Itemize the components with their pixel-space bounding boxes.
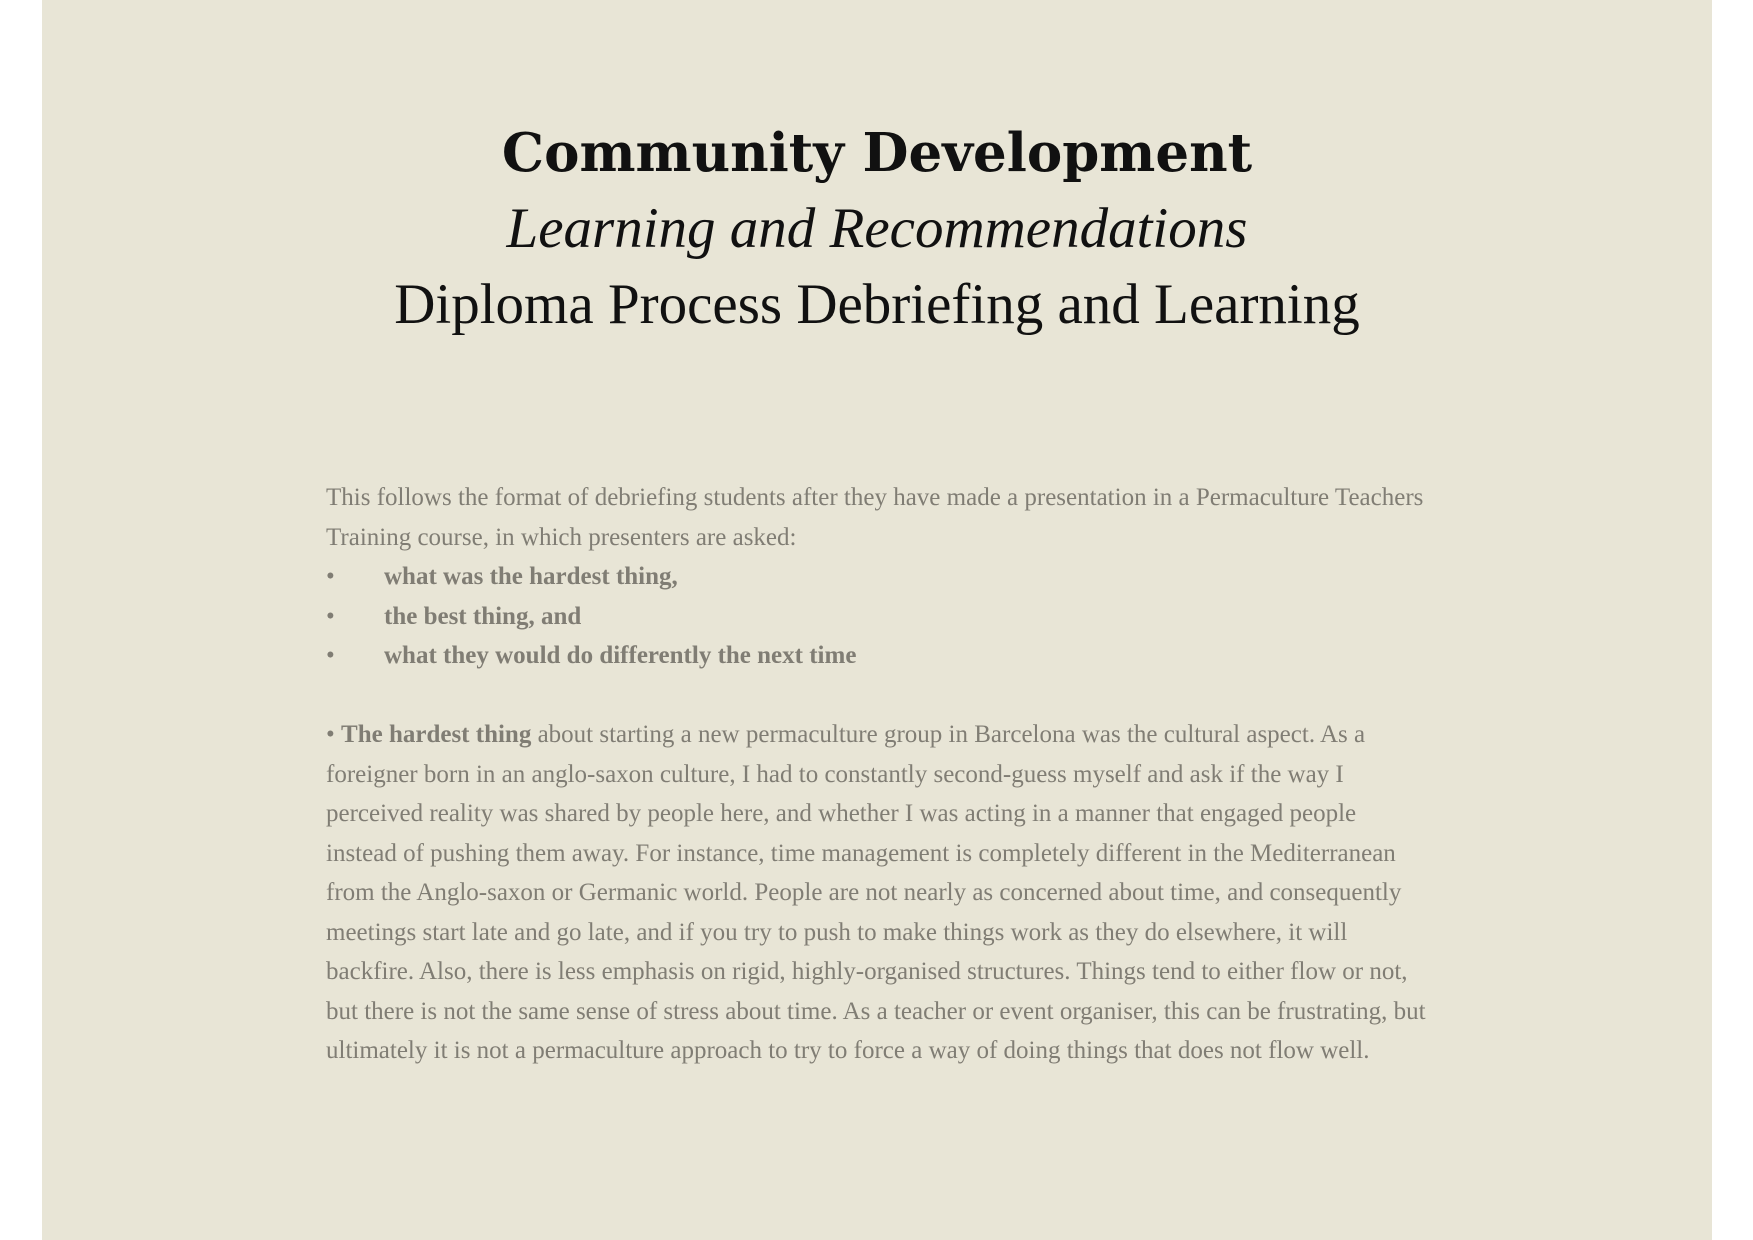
question-text: the best thing, and [384,602,582,630]
bullet-icon: • [326,642,335,669]
title-block [42,115,1712,343]
page-subtitle: Learning and Recommendations [506,197,1248,260]
question-text: what was the hardest thing, [384,563,678,590]
document-body [326,478,1426,1071]
list-item [326,636,1426,676]
hardest-thing-paragraph [326,715,1426,1071]
paragraph-bullet: • [326,721,342,748]
paragraph-text: about starting a new permaculture group in Barcelona was the cultural aspect. As a foreigner born in an anglo-saxon culture, I had to constantly second-guess myself and ask if the way I perceived reality was shared by people here, and whether I was acting in a manner that engaged people instead of pushing them away. For instance, time management is completely different in the Mediterranean from the Anglo-saxon or Germanic world. People are not nearly as concerned about time, and consequently meetings start late and go late, and if you try to push to make things work as they do elsewhere, it will backfire. Also, there is less emphasis on rigid, highly-organised structures. Things tend to either flow or not, but there is not the same sense of stress about time. As a teacher or event organiser, this can be frustrating, but ultimately it is not a permaculture approach to try to force a way of doing things that does not flow well. [326,721,1426,1064]
document-page [42,0,1712,1240]
bullet-icon: • [326,602,335,630]
question-text: what they would do differently the next time [384,642,857,669]
section-title: Diploma Process Debriefing and Learning [394,273,1360,336]
question-list [326,557,1426,676]
page-title: Community Development [501,122,1253,184]
paragraph-lead: The hardest thing [341,721,532,748]
bullet-icon: • [326,563,335,590]
list-item [326,597,1426,637]
intro-paragraph: This follows the format of debriefing students after they have made a presentation in a Permaculture Teachers Training course, in which presenters are asked: [326,484,1424,551]
list-item [326,557,1426,597]
